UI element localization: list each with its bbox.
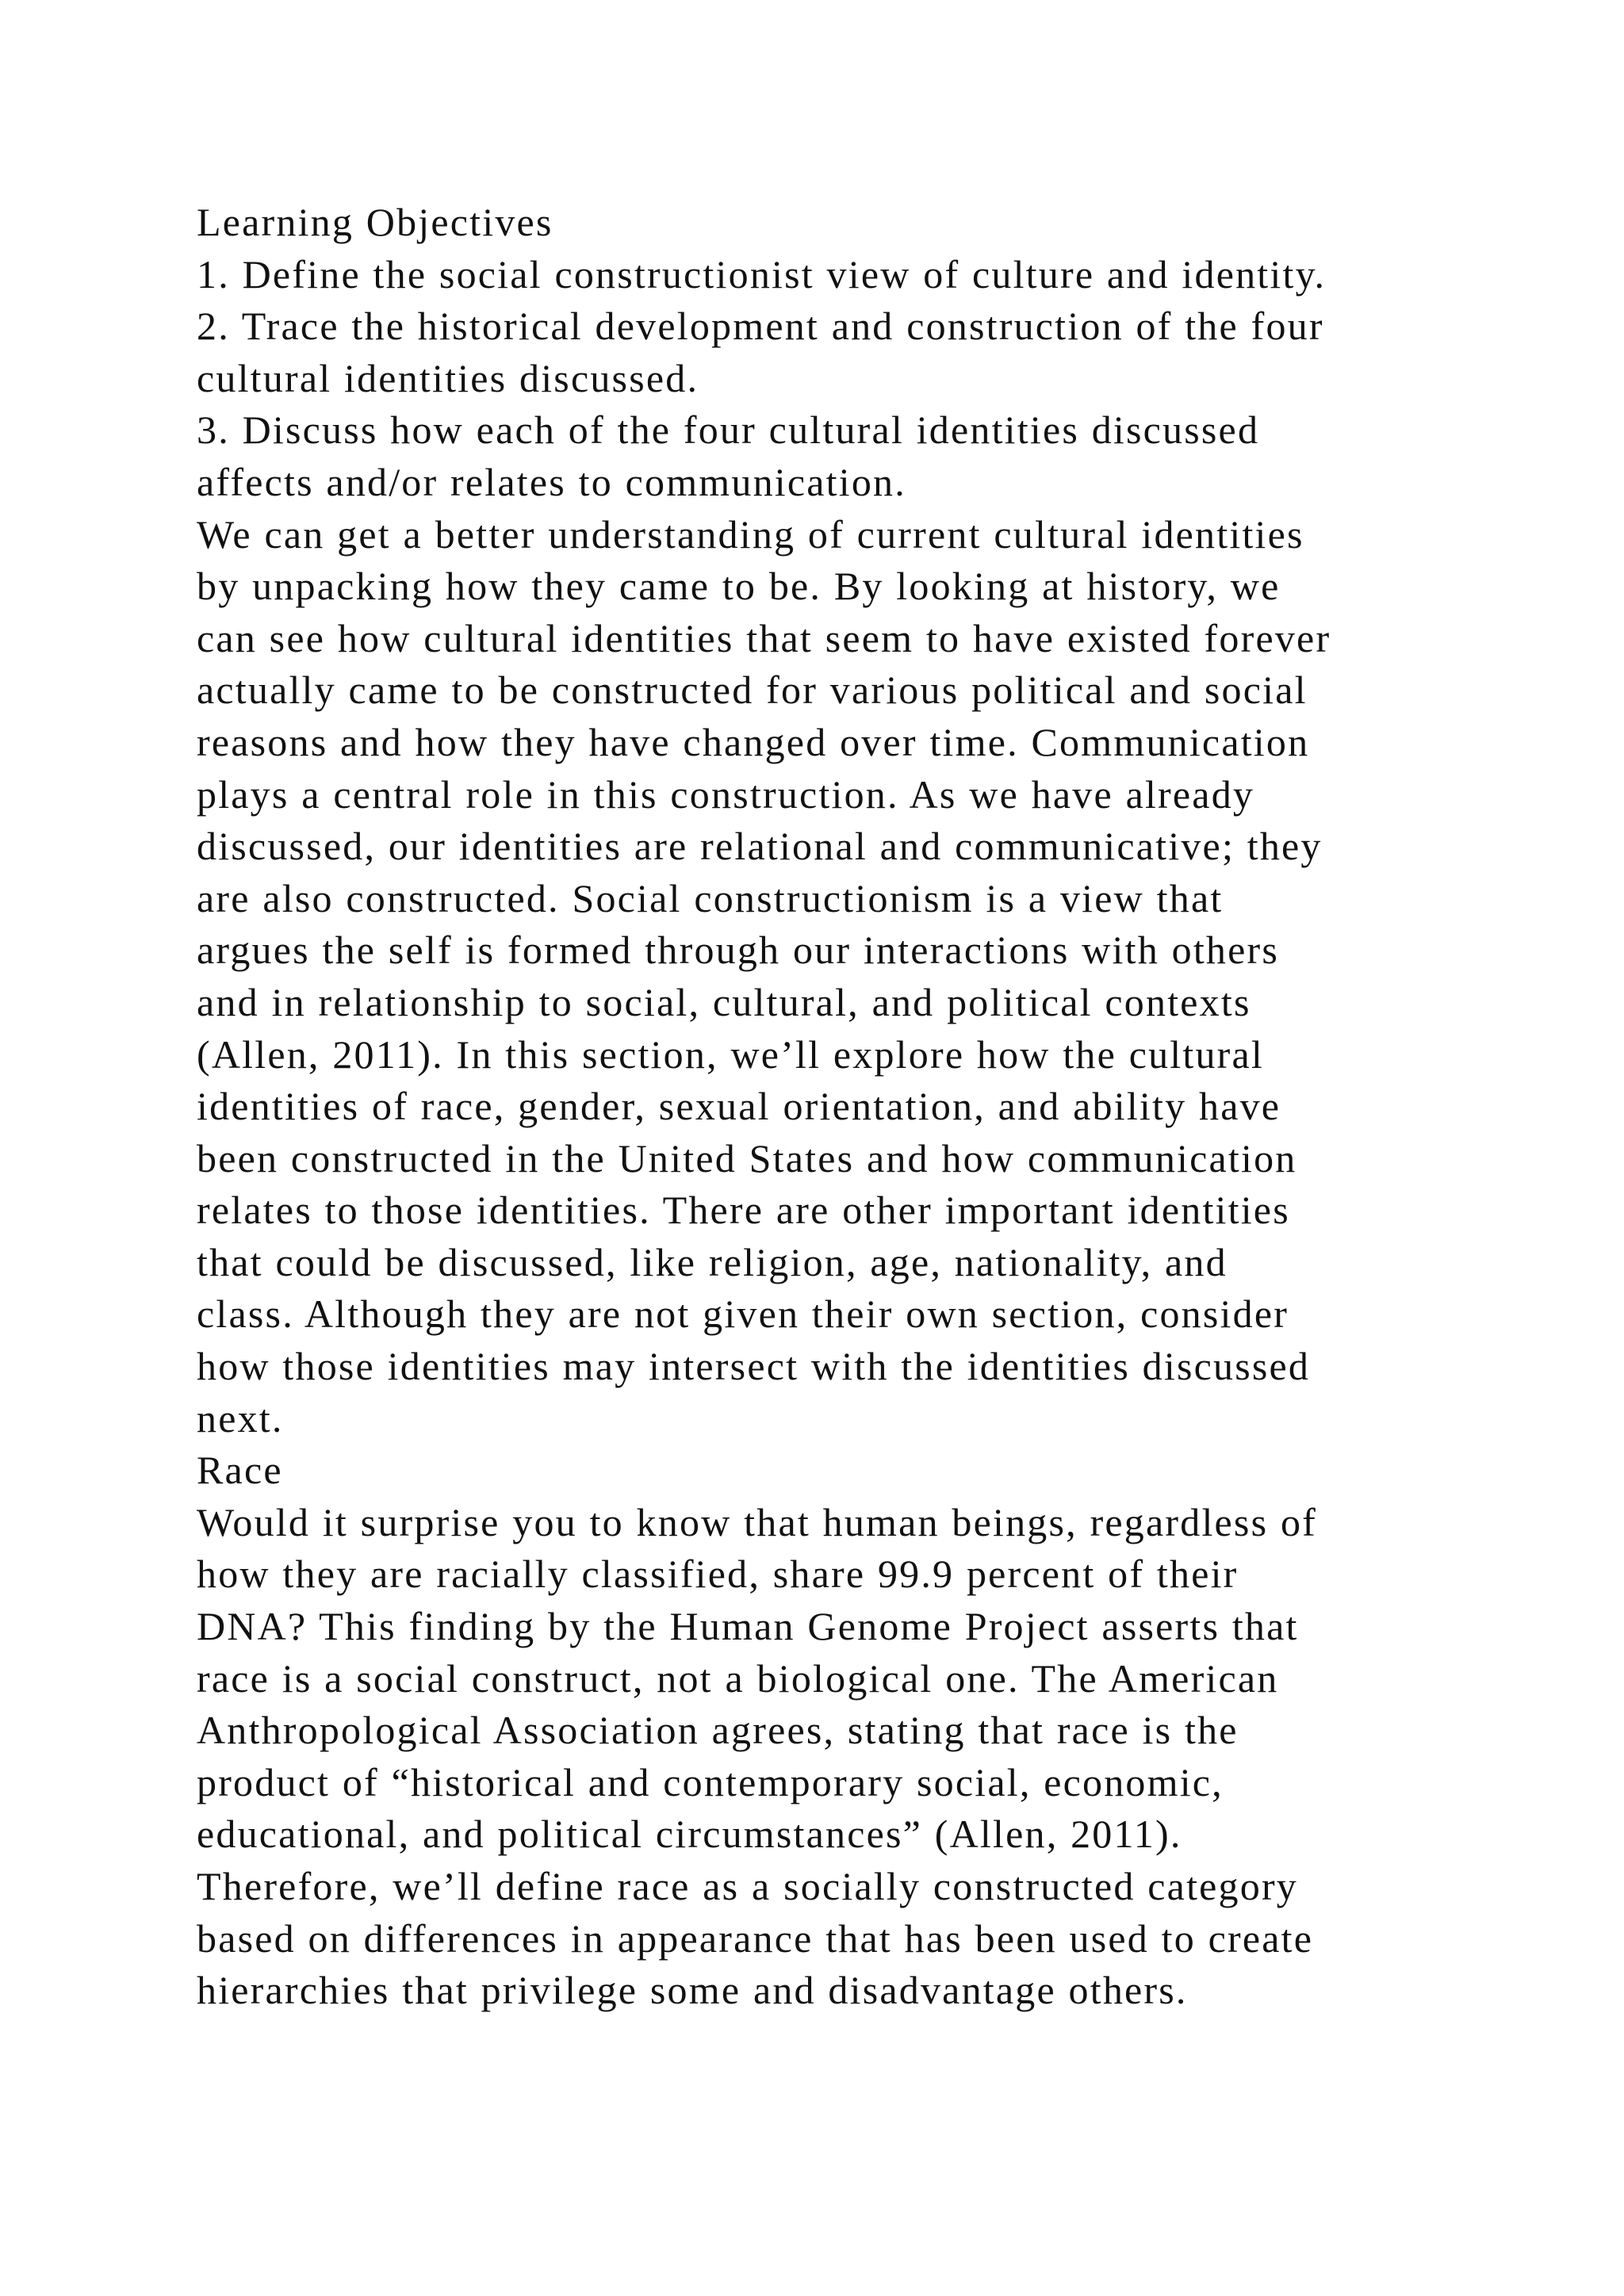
objective-3-line-2: affects and/or relates to communication. xyxy=(197,459,906,504)
body-line: based on differences in appearance that has been used to create xyxy=(197,1915,1314,1961)
body-line: (Allen, 2011). In this section, we’ll explore how the cultural xyxy=(197,1031,1265,1077)
body-line: reasons and how they have changed over time. Communication xyxy=(197,719,1310,764)
body-line: DNA? This finding by the Human Genome Project asserts that xyxy=(197,1604,1299,1649)
body-line: next. xyxy=(197,1395,284,1441)
body-line: argues the self is formed through our interactions with others xyxy=(197,928,1280,973)
body-line: and in relationship to social, cultural, and political contexts xyxy=(197,979,1251,1024)
body-line: hierarchies that privilege some and disadvantage others. xyxy=(197,1968,1188,2013)
body-line: can see how cultural identities that seem to have existed forever xyxy=(197,615,1331,660)
body-line: Therefore, we’ll define race as a socially constructed category xyxy=(197,1864,1299,1908)
objective-3-line-1: 3. Discuss how each of the four cultural identities discussed xyxy=(197,408,1260,453)
body-line: Would it surprise you to know that human beings, regardless of xyxy=(197,1499,1318,1544)
body-line: that could be discussed, like religion, age, nationality, and xyxy=(197,1239,1228,1284)
body-line: how they are racially classified, share 99.9 percent of their xyxy=(197,1552,1239,1597)
objective-1: 1. Define the social constructionist view of culture and identity. xyxy=(197,251,1327,297)
body-line: class. Although they are not given their own section, consider xyxy=(197,1292,1289,1337)
body-line: are also constructed. Social constructionism is a view that xyxy=(197,875,1224,920)
body-line: plays a central role in this construction. As we have already xyxy=(197,771,1255,817)
document-body xyxy=(197,197,1465,2017)
body-line: We can get a better understanding of current cultural identities xyxy=(197,511,1304,557)
objective-2-line-1: 2. Trace the historical development and construction of the four xyxy=(197,304,1324,349)
heading-learning-objectives: Learning Objectives xyxy=(197,200,553,244)
body-line: educational, and political circumstances” (Allen, 2011). xyxy=(197,1812,1182,1857)
objective-2-line-2: cultural identities discussed. xyxy=(197,355,699,400)
section-heading-race: Race xyxy=(197,1448,283,1493)
body-line: by unpacking how they came to be. By looking at history, we xyxy=(197,564,1281,609)
body-line: been constructed in the United States and how communication xyxy=(197,1135,1297,1181)
body-line: product of “historical and contemporary social, economic, xyxy=(197,1759,1224,1804)
body-line: discussed, our identities are relational and communicative; they xyxy=(197,824,1323,869)
body-line: Anthropological Association agrees, stating that race is the xyxy=(197,1708,1239,1753)
body-line: actually came to be constructed for various political and social xyxy=(197,668,1308,713)
body-line: identities of race, gender, sexual orientation, and ability have xyxy=(197,1084,1281,1129)
body-line: race is a social construct, not a biological one. The American xyxy=(197,1655,1279,1701)
body-line: relates to those identities. There are other important identities xyxy=(197,1188,1290,1233)
body-line: how those identities may intersect with the identities discussed xyxy=(197,1344,1311,1389)
